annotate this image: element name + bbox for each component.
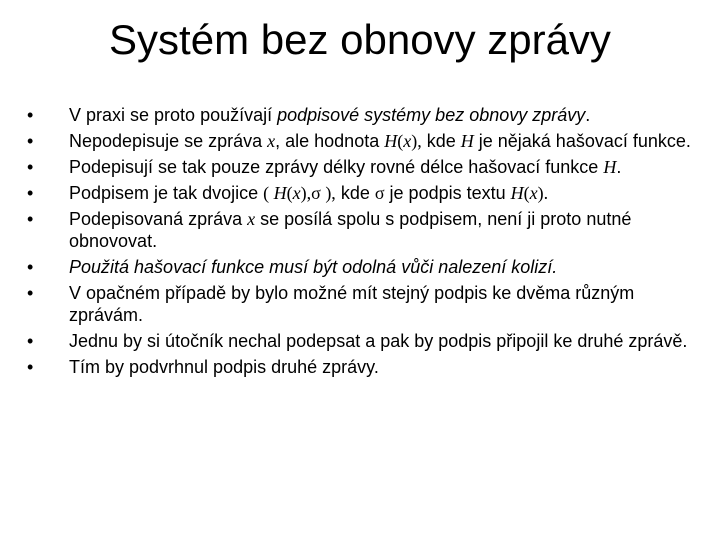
math-symbol: (	[263, 183, 274, 203]
math-symbol: x	[292, 183, 301, 203]
bullet-item	[26, 130, 706, 152]
bullet-text: .	[616, 157, 622, 177]
bullet-item	[26, 156, 706, 178]
bullet-text-italic: Použitá hašovací funkce musí být odolná vůči nalezení kolizí.	[69, 257, 558, 277]
bullet-text: Podepisovaná zpráva	[69, 209, 248, 229]
math-symbol: (	[397, 131, 404, 151]
math-symbol: σ	[311, 183, 321, 203]
bullet-icon: •	[27, 157, 34, 177]
math-symbol: x	[403, 131, 412, 151]
bullet-icon: •	[27, 105, 34, 125]
bullet-icon: •	[27, 331, 34, 351]
bullet-text: , ale hodnota	[275, 131, 385, 151]
bullet-text: .	[585, 105, 591, 125]
bullet-text: V praxi se proto používají	[69, 105, 278, 125]
bullet-icon: •	[27, 283, 34, 303]
math-symbol: H	[273, 183, 287, 203]
bullet-icon: •	[27, 183, 34, 203]
bullet-list	[26, 104, 706, 382]
bullet-text: kde	[421, 131, 461, 151]
math-symbol: x	[267, 131, 276, 151]
bullet-item	[26, 182, 706, 204]
bullet-item	[26, 104, 706, 126]
bullet-text: V opačném případě by bylo možné mít stejný podpis ke dvěma různým zprávám.	[69, 283, 635, 325]
math-symbol: H	[384, 131, 398, 151]
bullet-item	[26, 282, 706, 326]
bullet-item	[26, 208, 706, 252]
bullet-text-italic: podpisové systémy bez obnovy zprávy	[277, 105, 586, 125]
slide-title: Systém bez obnovy zprávy	[109, 16, 611, 63]
bullet-item	[26, 256, 706, 278]
math-symbol: (	[286, 183, 293, 203]
math-symbol: ),	[300, 183, 312, 203]
math-symbol: ),	[320, 183, 336, 203]
bullet-text: Nepodepisuje se zpráva	[69, 131, 268, 151]
bullet-item	[26, 356, 706, 378]
bullet-item	[26, 330, 706, 352]
bullet-text: je podpis textu	[384, 183, 511, 203]
bullet-text: se posílá spolu s podpisem, není ji proto nutné obnovovat.	[69, 209, 632, 251]
math-symbol: ),	[411, 131, 422, 151]
bullet-icon: •	[27, 357, 34, 377]
bullet-icon: •	[27, 257, 34, 277]
math-symbol: H	[510, 183, 524, 203]
math-symbol: ).	[537, 183, 549, 203]
bullet-text: je nějaká hašovací funkce.	[473, 131, 691, 151]
math-symbol: H	[460, 131, 474, 151]
bullet-text: kde	[335, 183, 375, 203]
bullet-text: Jednu by si útočník nechal podepsat a pak by podpis připojil ke druhé zprávě.	[69, 331, 688, 351]
bullet-icon: •	[27, 209, 34, 229]
math-symbol: x	[529, 183, 538, 203]
bullet-icon: •	[27, 131, 34, 151]
bullet-text: Podpisem je tak dvojice	[69, 183, 264, 203]
math-symbol: H	[603, 157, 617, 177]
math-symbol: (	[523, 183, 530, 203]
math-symbol: x	[247, 209, 256, 229]
bullet-text: Podepisují se tak pouze zprávy délky rovné délce hašovací funkce	[69, 157, 604, 177]
math-symbol: σ	[374, 183, 385, 203]
bullet-text: Tím by podvrhnul podpis druhé zprávy.	[69, 357, 379, 377]
